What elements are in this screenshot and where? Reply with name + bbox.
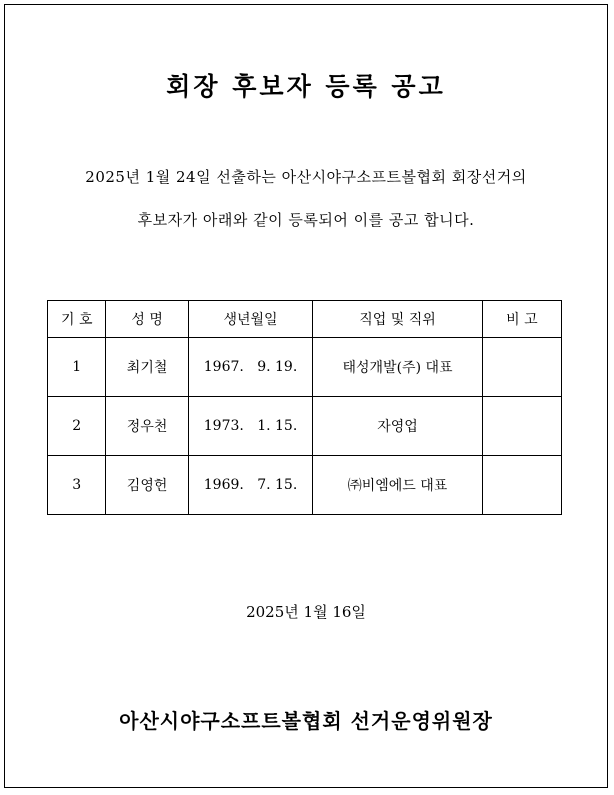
candidate-birthdate: 1967. 9. 19. [188, 338, 313, 397]
table-row [48, 456, 562, 515]
announcement-text-line-1: 2025년 1월 24일 선출하는 아산시야구소프트볼협회 회장선거의 [85, 168, 527, 186]
document-title: 회장 후보자 등록 공고 [166, 72, 446, 101]
candidate-name: 정우천 [106, 397, 188, 456]
announcement-date: 2025년 1월 16일 [246, 603, 366, 621]
table-row [48, 397, 562, 456]
announcement-text-line-2: 후보자가 아래와 같이 등록되어 이를 공고 합니다. [137, 211, 475, 229]
table-header-row [48, 301, 562, 338]
table-row [48, 338, 562, 397]
header-birthdate: 생년월일 [188, 301, 313, 338]
candidate-number: 2 [48, 397, 106, 456]
candidate-name: 김영헌 [106, 456, 188, 515]
candidate-name: 최기철 [106, 338, 188, 397]
candidate-note [482, 338, 561, 397]
header-note: 비 고 [482, 301, 561, 338]
header-name: 성 명 [106, 301, 188, 338]
candidate-occupation: ㈜비엠에드 대표 [313, 456, 482, 515]
candidate-table [47, 300, 562, 515]
candidate-number: 1 [48, 338, 106, 397]
candidate-birthdate: 1973. 1. 15. [188, 397, 313, 456]
header-number: 기 호 [48, 301, 106, 338]
document-page [4, 4, 608, 788]
candidate-number: 3 [48, 456, 106, 515]
candidate-occupation: 자영업 [313, 397, 482, 456]
candidate-note [482, 397, 561, 456]
signer-title: 아산시야구소프트볼협회 선거운영위원장 [119, 709, 493, 733]
candidate-occupation: 태성개발(주) 대표 [313, 338, 482, 397]
header-occupation: 직업 및 직위 [313, 301, 482, 338]
candidate-note [482, 456, 561, 515]
candidate-birthdate: 1969. 7. 15. [188, 456, 313, 515]
